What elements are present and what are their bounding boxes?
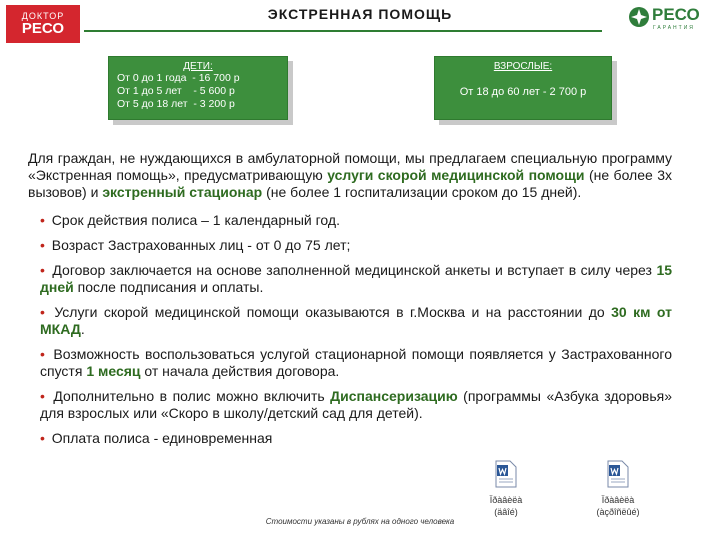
- intro-text: (не более 1 госпитализации сроком до 15 дней).: [262, 184, 582, 200]
- kids-price-row: От 0 до 1 года - 16 700 р: [117, 72, 240, 84]
- bullet-icon: •: [40, 304, 45, 320]
- intro-highlight: услуги скорой медицинской помощи: [327, 167, 585, 183]
- intro-text: Для граждан, не нуждающихся в амбулаторной помощи, мы предлагаем специальную программу «Экстренная помощь», предусматривающую: [28, 150, 672, 183]
- bullet-item: [28, 388, 672, 422]
- bullet-text: .: [80, 321, 85, 337]
- bullet-text: Возраст Застрахованных лиц - от 0 до 75 лет;: [51, 237, 351, 253]
- bullet-text: от начала действия договора.: [140, 363, 340, 379]
- word-doc-icon: [494, 460, 518, 488]
- word-doc-attachment[interactable]: [482, 460, 530, 517]
- bullet-text: Дополнительно в полис можно включить: [53, 388, 331, 404]
- bullet-item: [28, 430, 672, 447]
- bullet-text: (программы «Азбука здоровья» для взрослых или «Скоро в школу/детский сад для детей).: [40, 388, 673, 421]
- doc-label: (àçðîñëûé): [596, 507, 640, 517]
- bullet-text: Возможность воспользоваться услугой стационарной помощи появляется у Застрахованного спустя: [40, 346, 672, 379]
- bullet-icon: •: [40, 212, 45, 228]
- kids-price-box: [108, 56, 288, 120]
- logo-right-sub: ГАРАНТИЯ: [653, 25, 695, 31]
- kids-box-title: ДЕТИ:: [183, 61, 213, 72]
- intro-paragraph: [28, 150, 672, 201]
- bullet-highlight: 1 месяц: [86, 363, 141, 379]
- adults-box-title: ВЗРОСЛЫЕ:: [493, 61, 553, 72]
- logo-left-line1: ДОКТОР: [21, 11, 65, 21]
- bullet-text: Услуги скорой медицинской помощи оказываются в г.Москва и на расстоянии до: [54, 304, 612, 320]
- word-doc-icon: [606, 460, 630, 488]
- bullet-item: [28, 304, 672, 338]
- doc-label: (äâîé): [494, 507, 518, 517]
- logo-right-brand: РЕСО: [652, 5, 700, 24]
- bullet-icon: •: [40, 237, 45, 253]
- bullet-icon: •: [40, 430, 45, 446]
- header-divider: [84, 30, 602, 32]
- bullet-highlight: Диспансеризацию: [330, 388, 458, 404]
- reso-emblem-icon: [628, 6, 650, 28]
- adults-price-box: [434, 56, 612, 120]
- bullet-text: Оплата полиса - единовременная: [51, 430, 273, 446]
- bullet-icon: •: [40, 346, 45, 362]
- logo-left-line2: РЕСО: [21, 20, 65, 37]
- bullet-text: после подписания и оплаты.: [73, 279, 264, 295]
- doc-label: Ïðàâèëà: [489, 495, 523, 505]
- bullet-icon: •: [40, 262, 45, 278]
- bullet-highlight: 15 дней: [40, 262, 673, 295]
- bullet-highlight: 30 км от МКАД: [40, 304, 672, 337]
- intro-highlight: экстренный стационар: [102, 184, 263, 200]
- page-title: ЭКСТРЕННАЯ ПОМОЩЬ: [267, 6, 453, 22]
- main-content: [28, 150, 672, 447]
- intro-text: (не более 3х вызовов) и: [28, 167, 672, 200]
- bullet-item: [28, 262, 672, 296]
- doc-label: Ïðàâèëà: [601, 495, 635, 505]
- bullet-item: [28, 346, 672, 380]
- bullet-text: Срок действия полиса – 1 календарный год.: [51, 212, 340, 228]
- bullet-text: Договор заключается на основе заполненной медицинской анкеты и вступает в силу через: [52, 262, 657, 278]
- bullet-item: [28, 212, 672, 229]
- kids-price-row: От 5 до 18 лет - 3 200 р: [117, 98, 235, 110]
- word-doc-attachment[interactable]: [594, 460, 642, 517]
- bullet-icon: •: [40, 388, 45, 404]
- kids-price-row: От 1 до 5 лет - 5 600 р: [117, 85, 235, 97]
- bullet-item: [28, 237, 672, 254]
- reso-garantia-logo: [628, 4, 712, 34]
- footer-note: Стоимости указаны в рублях на одного человека: [265, 517, 455, 526]
- adults-price-line: От 18 до 60 лет - 2 700 р: [459, 86, 587, 98]
